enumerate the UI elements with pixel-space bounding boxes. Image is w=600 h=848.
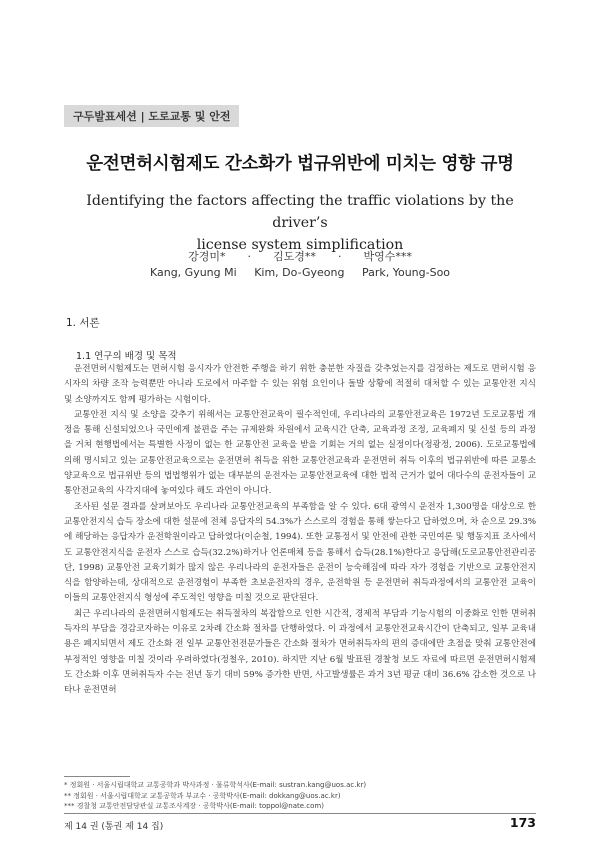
author-1-english: Kang, Gyung Mi [149,266,237,279]
session-badge: 구두발표세션 | 도로교통 및 안전 [64,105,239,127]
section-heading: 1. 서론 [66,317,100,329]
body-paragraph: 최근 우리나라의 운전면허시험제도는 취득절차의 복잡함으로 인한 시간적, 경제적 부담과 기능시험의 이중화로 인한 면허취득자의 부담을 경감코자하는 이유로 2차례 간소화 절차를 단행하였다. 이 과정에서 교통안전교육시간이 단축되고, 일부 교육내용은 폐지되면서 제도 간소화 전 일부 교통안전전문가들은 간소화 절차가 면허취득자의 편의 증대에만 초점을 맞춰 교통안전에 부정적인 영향을 미칠 것이라 우려하였다(정철우, 2010). 하지만 지난 6월 발표된 경찰청 보도 자료에 따르면 운전면허시험제도 간소화 이후 면허취득자 수는 전년 동기 대비 59% 증가한 반면, 사고발생률은 과거 3년 평균 대비 36.6% 감소한 것으로 나타나 운전면허 [64,608,536,696]
paper-title-korean: 운전면허시험제도 간소화가 법규위반에 미치는 영향 규명 [86,154,514,174]
body-text [64,362,536,699]
subsection-heading: 1.1 연구의 배경 및 목적 [76,351,177,362]
footnotes [64,780,536,812]
volume-info: 제 14 권 (통권 제 14 집) [64,822,164,832]
paper-title-english [70,190,530,256]
body-paragraph: 조사된 설문 결과를 살펴보아도 우리나라 교통안전교육의 부족함을 알 수 있다. 6대 광역시 운전자 1,300명을 대상으로 한 교통안전지식 습득 장소에 대한 설문에 전체 응답자의 54.3%가 스스로의 경험을 통해 쌓는다고 답하였으며, 차 순으로 29.3%에 해당하는 응답자가 운전학원이라고 답하였다(이순철, 1994). 또한 교통정서 및 안전에 관한 국민여론 및 행동지표 조사에서도 교통안전지식을 운전자 스스로 습득(32.2%)하거나 언론매체 등을 통해서 습득(28.1%)한다고 응답해(도로교통안전관리공단, 1998) 교통안전 교육기회가 많지 않은 우리나라의 운전자들은 운전이 능숙해짐에 따라 자가 경험을 기반으로 교통안전지식을 함양하는데, 상대적으로 운전경험이 부족한 초보운전자의 경우, 운전학원 등 운전면허 취득과정에서의 교통안전 교육이 이들의 교통안전지식 형성에 주도적인 영향을 미칠 것으로 판단된다. [64,501,536,604]
paper-title-english-line1: Identifying the factors affecting the traffic violations by the driver’s [86,193,514,231]
author-separator: · [247,250,252,263]
authors-korean [0,248,600,264]
authors-english [0,266,600,279]
footnote-divider [64,776,130,777]
author-2-english: Kim, Do-Gyeong [254,266,345,279]
footnote: *** 경찰청 교통안전담당관실 교통조사계장 · 공학박사(E-mail: toppol@nate.com) [64,802,324,811]
paper-title-english-line2: license system simplification [196,237,404,253]
author-2-korean: 김도경** [273,250,316,263]
author-3-english: Park, Young-Soo [361,266,451,279]
footnote: * 정회원 · 서울시립대학교 교통공학과 박사과정 · 물류학석사(E-mail: sustran.kang@uos.ac.kr) [64,781,367,789]
body-paragraph: 운전면허시험제도는 면허시험 응시자가 안전한 주행을 하기 위한 충분한 자질을 갖추었는지를 검정하는 제도로 면허시험 응시자의 차량 조작 능력뿐만 아니라 도로에서 마주할 수 있는 위험 요인이나 돌발 상황에 적절히 대처할 수 있는 교통안전 지식 및 소양까지도 함께 평가하는 시험이다. [64,364,536,405]
author-1-korean: 강경미* [188,250,226,263]
page-number: 173 [509,815,536,830]
author-separator: · [337,250,342,263]
footnote: ** 정회원 · 서울시립대학교 교통공학과 부교수 · 공학박사(E-mail: dokkang@uos.ac.kr) [64,791,341,800]
body-paragraph: 교통안전 지식 및 소양을 갖추기 위해서는 교통안전교육이 필수적인데, 우리나라의 교통안전교육은 1972년 도로교통법 개정을 통해 신설되었으나 국민에게 불편을 주는 규제완화 차원에서 교육시간 단축, 교육과정 조정, 교육폐지 및 신설 등의 과정을 거쳐 현행법에서는 특별한 사정이 없는 한 교통안전 교육을 받을 기회는 거의 없는 실정이다(정광정, 2006). 도로교통법에 의해 명시되고 있는 교통안전교육으로는 운전면허 취득을 위한 교통안전교육과 운전면허 취득 이후의 법규위반에 따른 교통소양교육으로 법규위반 등의 법법행위가 없는 대부분의 운전자는 교통안전교육에 대한 법적 근거가 없어 대다수의 운전자들이 교통안전교육의 사각지대에 놓여있다 해도 과언이 아니다. [64,409,536,497]
author-3-korean: 박영수*** [363,250,412,263]
footer-divider [64,813,536,814]
